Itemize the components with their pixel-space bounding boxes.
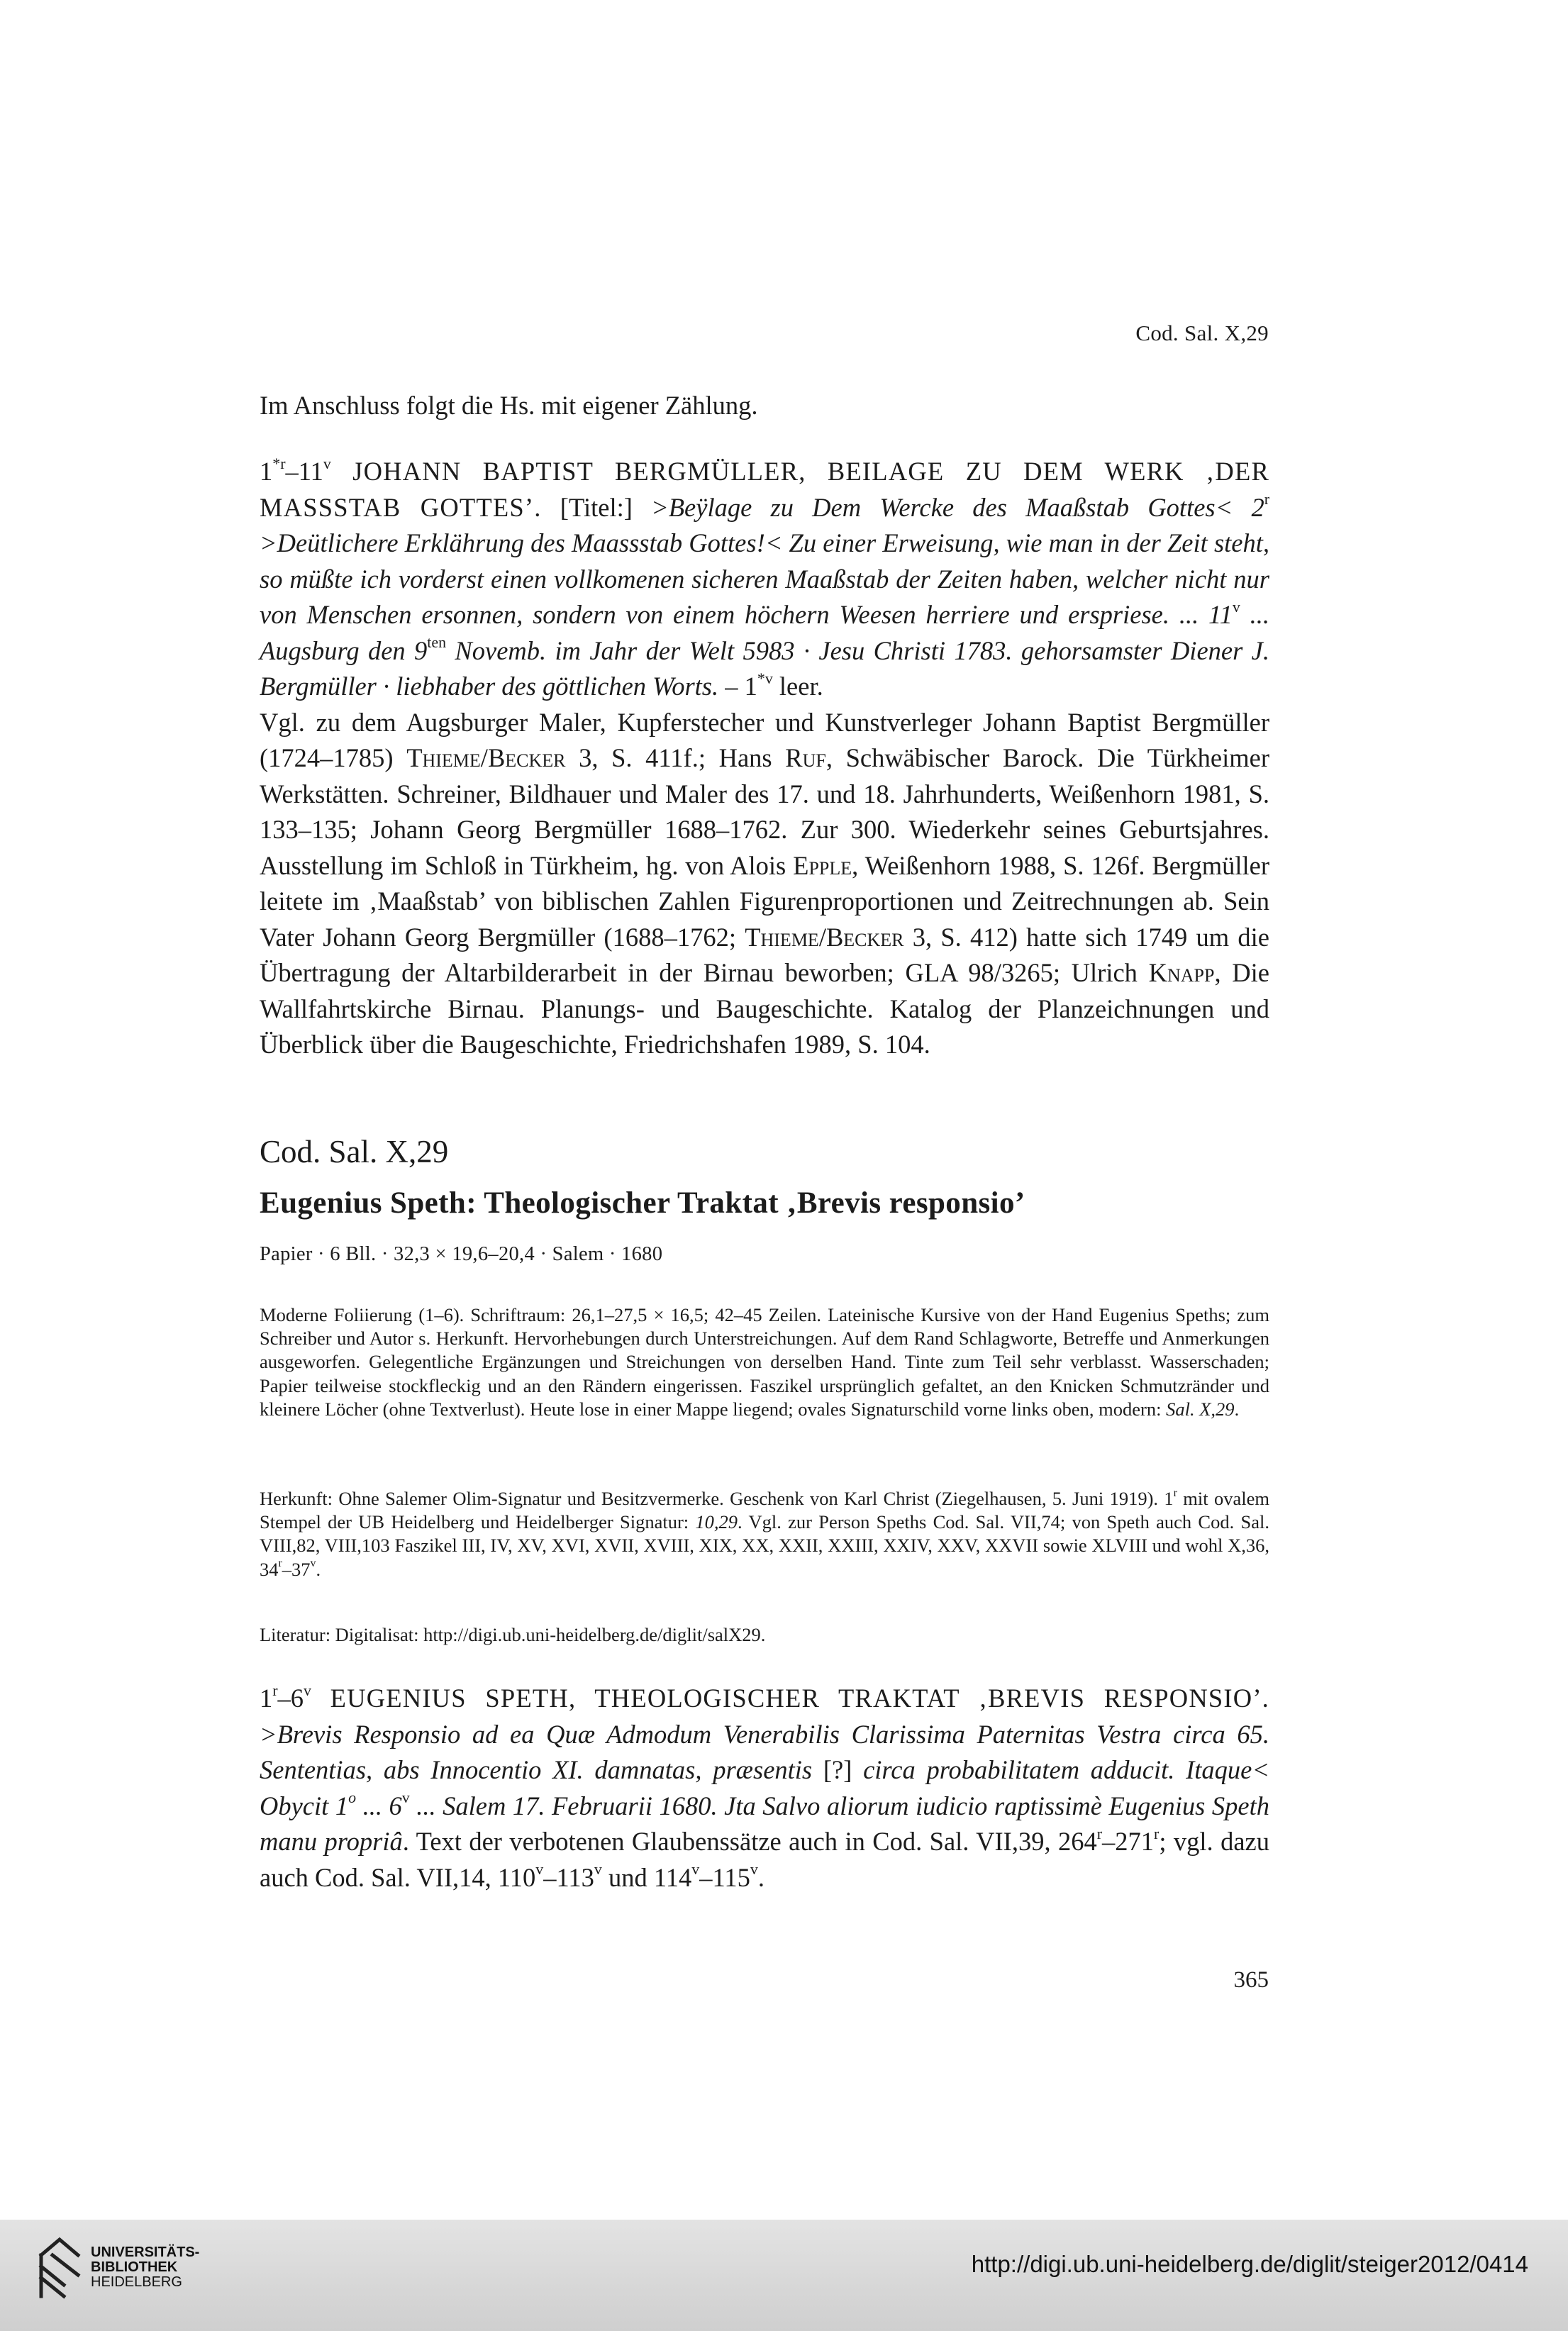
manuscript-title-heading: Eugenius Speth: Theologischer Traktat ‚Brevis responsio’ [260, 1186, 1025, 1220]
digitization-footer [0, 2220, 1568, 2331]
digitization-url-link[interactable]: http://digi.ub.uni-heidelberg.de/diglit/steiger2012/0414 [971, 2251, 1528, 2277]
entry-bergmueller [260, 454, 1269, 1063]
manuscript-metadata-line: Papier · 6 Bll. · 32,3 × 19,6–20,4 · Salem · 1680 [260, 1243, 663, 1265]
physical-description: Moderne Foliierung (1–6). Schriftraum: 26,1–27,5 × 16,5; 42–45 Zeilen. Lateinische Kursive von der Hand Eugenius Speths; zum Schreiber und Autor s. Herkunft. Hervorhebungen durch Unterstreichungen. Auf dem Rand Schlagworte, Betreffe und Anmerkungen ausgeworfen. Gelegentliche Ergänzungen und Streichungen von derselben Hand. Tinte zum Teil sehr verblasst. Wasserschaden; Papier teilweise stockfleckig und an den Rändern eingerissen. Faszikel ursprünglich gefaltet, an den Knicken Schmutzränder und kleinere Löcher (ohne Textverlust). Heute lose in einer Mappe liegend; ovales Signaturschild vorne links oben, modern: Sal. X,29. [260, 1304, 1269, 1420]
entry-bergmueller-references: Vgl. zu dem Augsburger Maler, Kupferstecher und Kunstverleger Johann Baptist Bergmüller (1724–1785) Thieme/Becker 3, S. 411f.; Hans Ruf, Schwäbischer Barock. Die Türkheimer Werkstätten. Schreiner, Bildhauer und Maler des 17. und 18. Jahrhunderts, Weißenhorn 1981, S. 133–135; Johann Georg Bergmüller 1688–1762. Zur 300. Wiederkehr seines Geburtsjahres. Ausstellung im Schloß in Türkheim, hg. von Alois Epple, Weißenhorn 1988, S. 126f. Bergmüller leitete im ‚Maaßstab’ von biblischen Zahlen Figurenproportionen und Zeitrechnungen ab. Sein Vater Johann Georg Bergmüller (1688–1762; Thieme/Becker 3, S. 412) hatte sich 1749 um die Übertragung der Altarbilderarbeit in der Birnau beworben; GLA 98/3265; Ulrich Knapp, Die Wallfahrtskirche Birnau. Planungs- und Baugeschichte. Katalog der Planzeichnungen und Überblick über die Baugeschichte, Friedrichshafen 1989, S. 104. [260, 707, 1269, 1059]
page-number: 365 [1233, 1967, 1269, 1993]
intro-text: Im Anschluss folgt die Hs. mit eigener Zählung. [260, 391, 758, 420]
literature-paragraph: Literatur: Digitalisat: http://digi.ub.uni-heidelberg.de/diglit/salX29. [260, 1624, 766, 1645]
intro-paragraph [260, 388, 1269, 424]
entry-speth: 1$^r$–6$^v$ EUGENIUS SPETH, THEOLOGISCHER TRAKTAT ‚BREVIS RESPONSIO’. >Brevis Responsio ad ea Quæ Admodum Venerabilis Clarissima Paternitas Vestra circa 65. Sententias, abs Innocentio XI. damnatas, præsentis [?] circa probabilitatem adducit. Itaque< Obycit 1$^o$ ... 6$^v$ ... Salem 17. Februarii 1680. Jta Salvo aliorum iudicio raptissimè Eugenius Speth manu propriâ. Text der verbotenen Glaubenssätze auch in Cod. Sal. VII,39, 264$^r$–271$^r$; vgl. dazu auch Cod. Sal. VII,14, 110$^v$–113$^v$ und 114$^v$–115$^v$. [260, 1681, 1269, 1892]
entry-heading: JOHANN BAPTIST BERGMÜLLER, BEILAGE ZU DEM WERK ‚DER MASSSTAB GOTTES’. [260, 457, 1269, 522]
entry-heading: EUGENIUS SPETH, THEOLOGISCHER TRAKTAT ‚BREVIS RESPONSIO’. [311, 1684, 1269, 1713]
running-head: Cod. Sal. X,29 [1135, 321, 1269, 345]
entry-bergmueller-description: 1$^{*r}$–11$^v$ JOHANN BAPTIST BERGMÜLLER, BEILAGE ZU DEM WERK ‚DER MASSSTAB GOTTES’. [Titel:] >Beÿlage zu Dem Wercke des Maaßstab Gottes< $2^r$ >Deütlichere Erklährung des Maassstab Gottes!< Zu einer Erweisung, wie man in der Zeit steht, so müßte ich vorderst einen vollkomenen sicheren Maaßstab der Zeiten haben, welcher nicht nur von Menschen ersonnen, sondern von einem höchern Weesen herriere und erspriese. ... 11$^v$ ... Augsburg den $9^{ten}$ Novemb. im Jahr der Welt 5983 · Jesu Christi 1783. gehorsamster Diener J. Bergmüller · liebhaber des göttlichen Worts. – 1$^{*v}$ leer. [260, 454, 1270, 701]
ub-heidelberg-logo-icon [35, 2234, 84, 2302]
provenance-paragraph: Herkunft: Ohne Salemer Olim-Signatur und Besitzvermerke. Geschenk von Karl Christ (Ziegelhausen, 5. Juni 1919). 1$^r$ mit ovalem Stempel der UB Heidelberg und Heidelberger Signatur: 10,29. Vgl. zur Person Speths Cod. Sal. VII,74; von Speth auch Cod. Sal. VIII,82, VIII,103 Faszikel III, IV, XV, XVI, XVII, XVIII, XIX, XX, XXII, XXIII, XXIV, XXV, XXVII sowie XLVIII und wohl X,36, 34$^r$–37$^v$. [260, 1486, 1269, 1580]
manuscript-shelfmark-heading: Cod. Sal. X,29 [260, 1134, 449, 1169]
library-name: UNIVERSITÄTS- BIBLIOTHEK HEIDELBERG [91, 2244, 200, 2290]
